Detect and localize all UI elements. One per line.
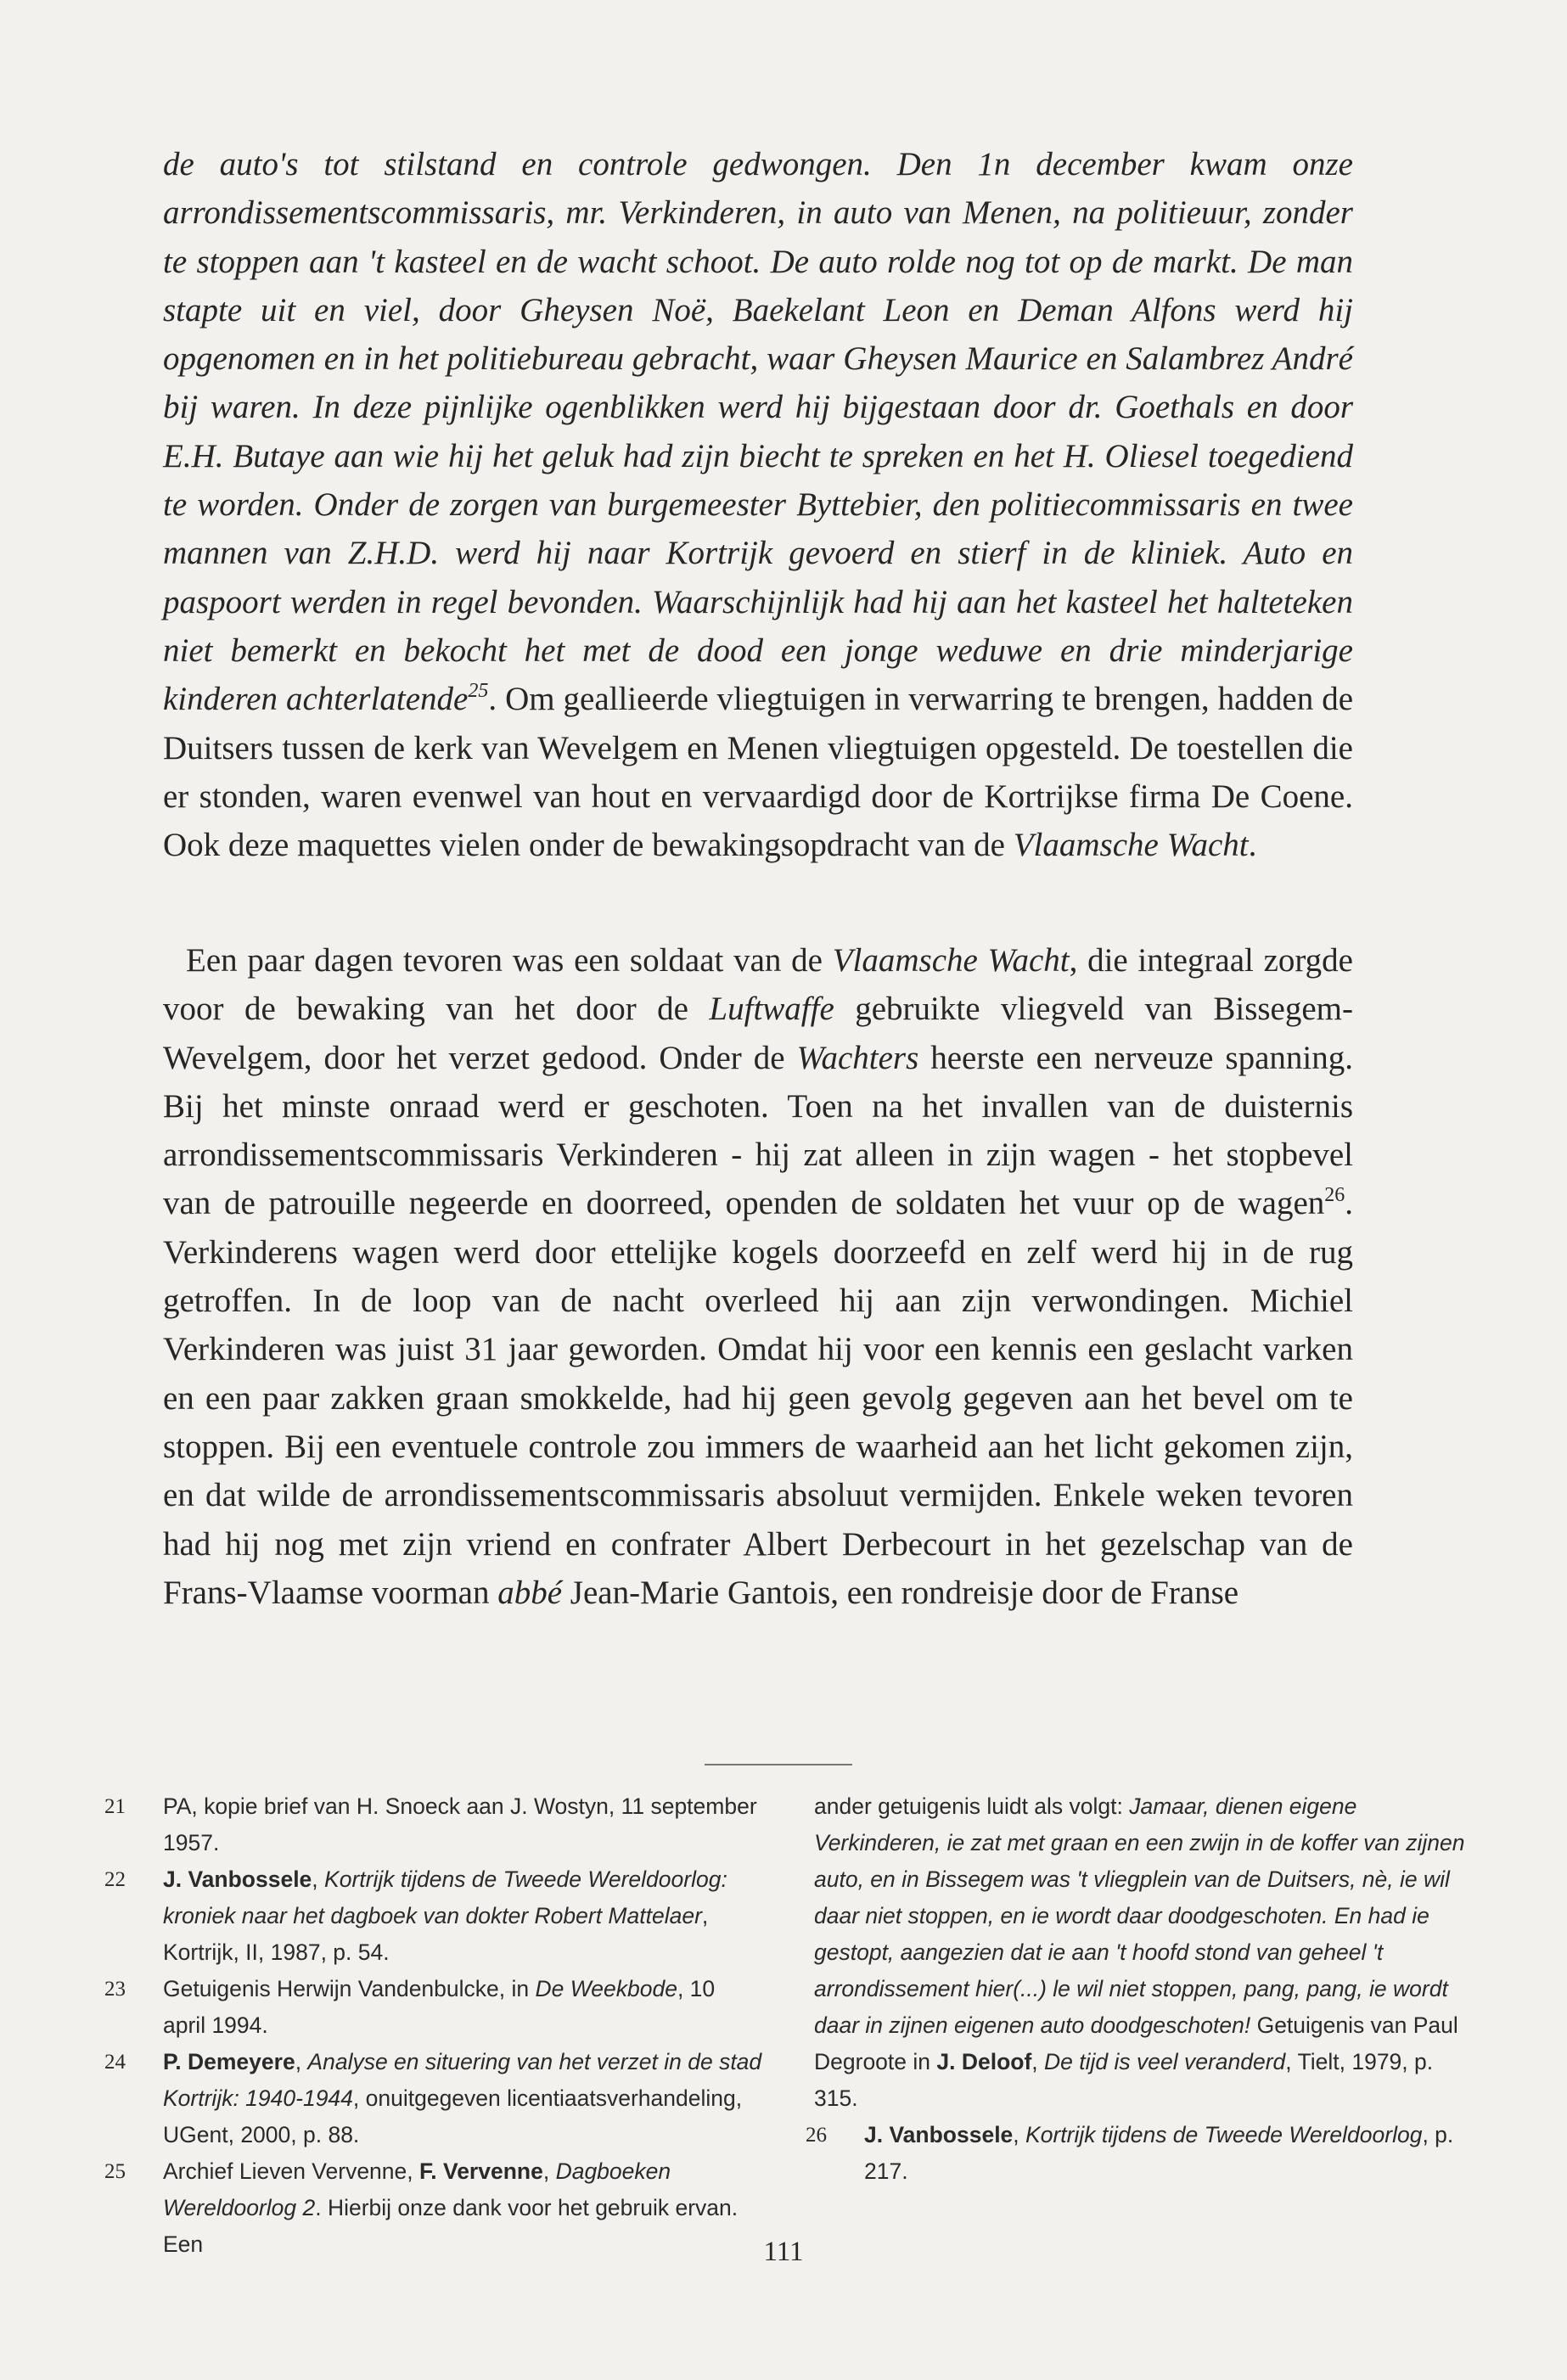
- footnote-23: 23 Getuigenis Herwijn Vandenbulcke, in De Weekbode, 10 april 1994.: [104, 1976, 716, 2038]
- footnotes-left-column: [92, 1788, 762, 2263]
- footnote-ref-26[interactable]: 26: [1324, 1184, 1345, 1207]
- footnotes-right-column: [793, 1788, 1479, 2190]
- page-number: 111: [763, 2237, 804, 2267]
- paragraph-verkinderen-death: Een paar dagen tevoren was een soldaat van de Vlaamsche Wacht, die integraal zorgde voor de bewaking van het door de Luftwaffe gebruikte vliegveld van Bissegem-Wevelgem, door het verzet gedood. Onder de Wachters heerste een nerveuze spanning. Bij het minste onraad werd er geschoten. Toen na het invallen van de duisternis arrondissementscommissaris Verkinderen - hij zat alleen in zijn wagen - het stopbevel van de patrouille negeerde en doorreed, openden de soldaten het vuur op de wagen$^{26}$. Verkinderens wagen werd door ettelijke kogels doorzeefd en zelf werd hij in de rug getroffen. In de loop van de nacht overleed hij aan zijn verwondingen. Michiel Verkinderen was juist 31 jaar geworden. Omdat hij voor een kennis een geslacht varken en een paar zakken graan smokkelde, had hij geen gevolg gegeven aan het bevel om te stoppen. Bij een eventuele controle zou immers de waarheid aan het licht gekomen zijn, en dat wilde de arrondissementscommissaris absoluut vermijden. Enkele weken tevoren had hij nog met zijn vriend en confrater Albert Derbecourt in het gezelschap van de Frans-Vlaamse voorman abbé Jean-Marie Gantois, een rondreisje door de Franse: [163, 942, 1353, 1611]
- footnote-ref-25[interactable]: 25: [468, 680, 489, 703]
- footnote-22: 22 J. Vanbossele, Kortrijk tijdens de Tweede Wereldoorlog: kroniek naar het dagboek van dokter Robert Mattelaer, Kortrijk, II, 1987, p. 54.: [104, 1866, 727, 1965]
- footnote-24: 24 P. Demeyere, Analyse en situering van het verzet in de stad Kortrijk: 1940-1944, onuitgegeven licentiaatsverhandeling, UGent, 2000, p. 88.: [104, 2049, 762, 2147]
- paragraph-quote-testimony: de auto's tot stilstand en controle gedwongen. Den 1n december kwam onze arrondissementscommissaris, mr. Verkinderen, in auto van Menen, na politieuur, zonder te stoppen aan 't kasteel en de wacht schoot. De auto rolde nog tot op de markt. De man stapte uit en viel, door Gheysen Noë, Baekelant Leon en Deman Alfons werd hij opgenomen en in het politiebureau gebracht, waar Gheysen Maurice en Salambrez André bij waren. In deze pijnlijke ogenblikken werd hij bijgestaan door dr. Goethals en door E.H. Butaye aan wie hij het geluk had zijn biecht te spreken en het H. Oliesel toegediend te worden. Onder de zorgen van burgemeester Byttebier, den politiecommissaris en twee mannen van Z.H.D. werd hij naar Kortrijk gevoerd en stierf in de kliniek. Auto en paspoort werden in regel bevonden. Waarschijnlijk had hij aan het kasteel het halteteken niet bemerkt en bekocht het met de dood een jonge weduwe en drie minderjarige kinderen achterlatende$^{25}$. Om geallieerde vliegtuigen in verwarring te brengen, hadden de Duitsers tussen de kerk van Wevelgem en Menen vliegtuigen opgesteld. De toestellen die er stonden, waren evenwel van hout en vervaardigd door de Kortrijkse firma De Coene. Ook deze maquettes vielen onder de bewakingsopdracht van de Vlaamsche Wacht.: [163, 146, 1354, 864]
- footnote-25-continued: ander getuigenis luidt als volgt: Jamaar, dienen eigene Verkinderen, ie zat met graan en een zwijn in de koffer van zijnen auto, en in Bissegem was 't vliegplein van de Duitsers, nè, ie wil daar niet stoppen, en ie wordt daar doodgeschoten. En had ie gestopt, aangezien dat ie aan 't hoofd stond van geheel 't arrondissement hier(...) le wil niet stoppen, pang, pang, ie wordt daar in zijnen eigenen auto doodgeschoten! Getuigenis van Paul Degroote in J. Deloof, De tijd is veel veranderd, Tielt, 1979, p. 315.: [814, 1793, 1465, 2111]
- footnote-separator: [705, 1764, 852, 1765]
- footnote-26: 26 J. Vanbossele, Kortrijk tijdens de Tweede Wereldoorlog, p. 217.: [806, 2122, 1454, 2184]
- footnote-25: 25 Archief Lieven Vervenne, F. Vervenne, Dagboeken Wereldoorlog 2. Hierbij onze dank voor het gebruik ervan. Een: [104, 2158, 739, 2257]
- footnote-21: 21 PA, kopie brief van H. Snoeck aan J. Wostyn, 11 september 1957.: [104, 1793, 757, 1855]
